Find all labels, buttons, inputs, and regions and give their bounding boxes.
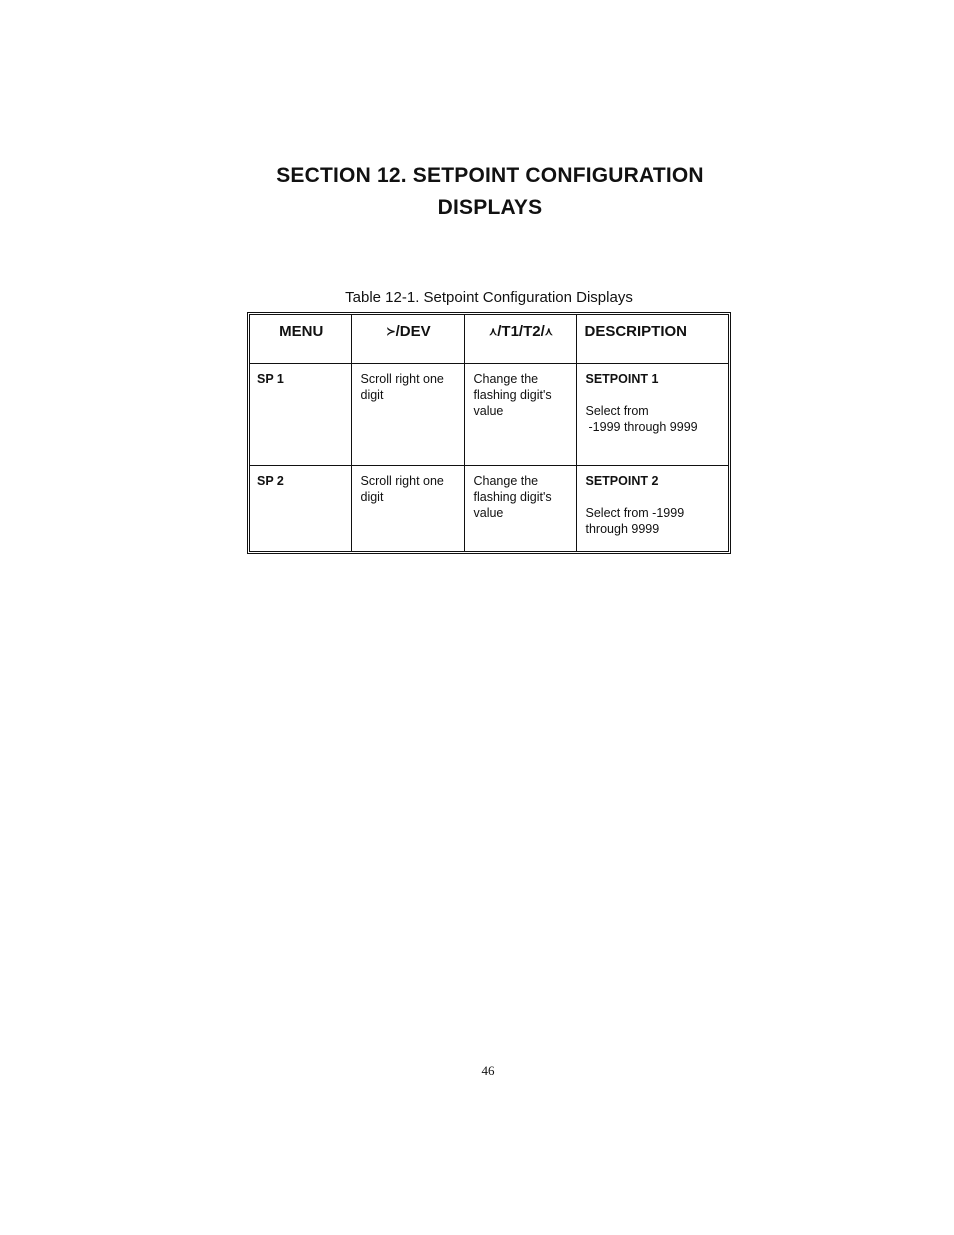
up-arrow-icon: ⋏	[489, 326, 498, 338]
header-description: DESCRIPTION	[576, 315, 728, 364]
table-row	[250, 466, 728, 552]
table-row	[250, 364, 728, 466]
description-line: through 9999	[585, 522, 660, 536]
cell-description	[576, 466, 728, 552]
cell-dev: Scroll right one digit	[351, 466, 464, 552]
header-dev-label: /DEV	[395, 323, 431, 340]
section-title-line1: SECTION 12. SETPOINT CONFIGURATION	[276, 164, 704, 187]
right-arrow-icon: ≻	[386, 326, 396, 338]
table-caption: Table 12-1. Setpoint Configuration Displays	[345, 289, 633, 306]
cell-t1t2: Change the flashing digit's value	[464, 364, 576, 466]
cell-menu: SP 1	[250, 364, 351, 466]
header-t1t2	[464, 315, 576, 364]
description-line: Select from	[585, 404, 649, 418]
page-number: 46	[481, 1063, 495, 1078]
cell-description	[576, 364, 728, 466]
header-t1t2-label: /T1/T2/	[497, 323, 545, 340]
header-menu: MENU	[250, 315, 351, 364]
section-title-line2: DISPLAYS	[437, 196, 543, 219]
cell-dev: Scroll right one digit	[351, 364, 464, 466]
description-line: -1999 through 9999	[588, 420, 698, 434]
description-line: Select from -1999	[585, 506, 685, 520]
setpoint-table	[247, 312, 731, 554]
cell-t1t2: Change the flashing digit's value	[464, 466, 576, 552]
description-title: SETPOINT 1	[585, 372, 659, 386]
table-header-row	[250, 315, 728, 364]
up-arrow-icon: ⋏	[544, 326, 553, 338]
description-title: SETPOINT 2	[585, 474, 659, 488]
header-dev	[351, 315, 464, 364]
cell-menu: SP 2	[250, 466, 351, 552]
section-title	[190, 160, 790, 224]
